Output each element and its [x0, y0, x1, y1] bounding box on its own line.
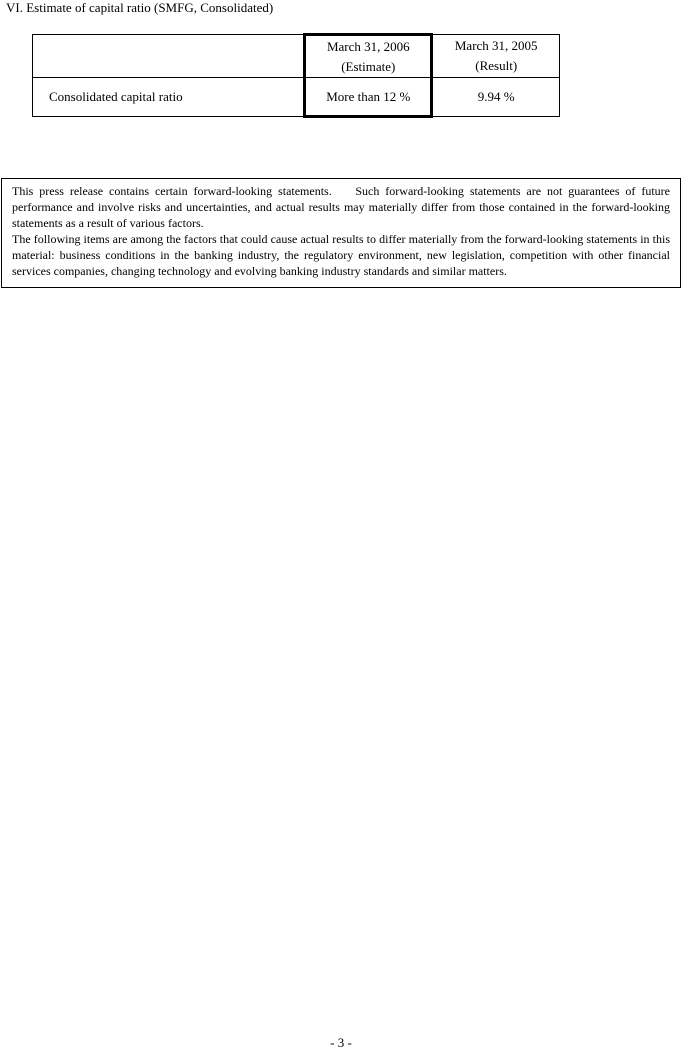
header-result-date: March 31, 2005: [454, 38, 538, 53]
disclaimer-paragraph-1: This press release contains certain forward-looking statements. Such forward-looking statements are not guarantees of future performance and involve risks and uncertainties, and actual results may materially differ from those contained in the forward-looking statements as a result of various factors.: [12, 184, 673, 230]
capital-ratio-table: [32, 33, 560, 118]
table-row: [33, 78, 560, 117]
row-label: Consolidated capital ratio: [33, 78, 305, 117]
header-estimate-type: (Estimate): [341, 58, 396, 74]
header-result-type: (Result): [475, 58, 518, 73]
section-title: VI. Estimate of capital ratio (SMFG, Consolidated): [6, 0, 274, 15]
estimate-value: More than 12 %: [305, 78, 432, 117]
forward-looking-disclaimer: [1, 178, 681, 288]
header-estimate-cell: [305, 35, 432, 78]
header-empty-cell: [33, 35, 305, 78]
header-estimate-date: March 31, 2006: [326, 38, 410, 54]
table-header-row: [33, 35, 560, 78]
header-result-cell: [432, 35, 560, 78]
disclaimer-paragraph-2: The following items are among the factors that could cause actual results to differ materially from the forward-looking statements in this material: business conditions in the banking industry, the regulatory environment, new legislation, competition with other financial services companies, changing technology and evolving banking industry standards and similar matters.: [12, 232, 670, 278]
result-value: 9.94 %: [432, 78, 560, 117]
page-number: - 3 -: [330, 1035, 352, 1050]
